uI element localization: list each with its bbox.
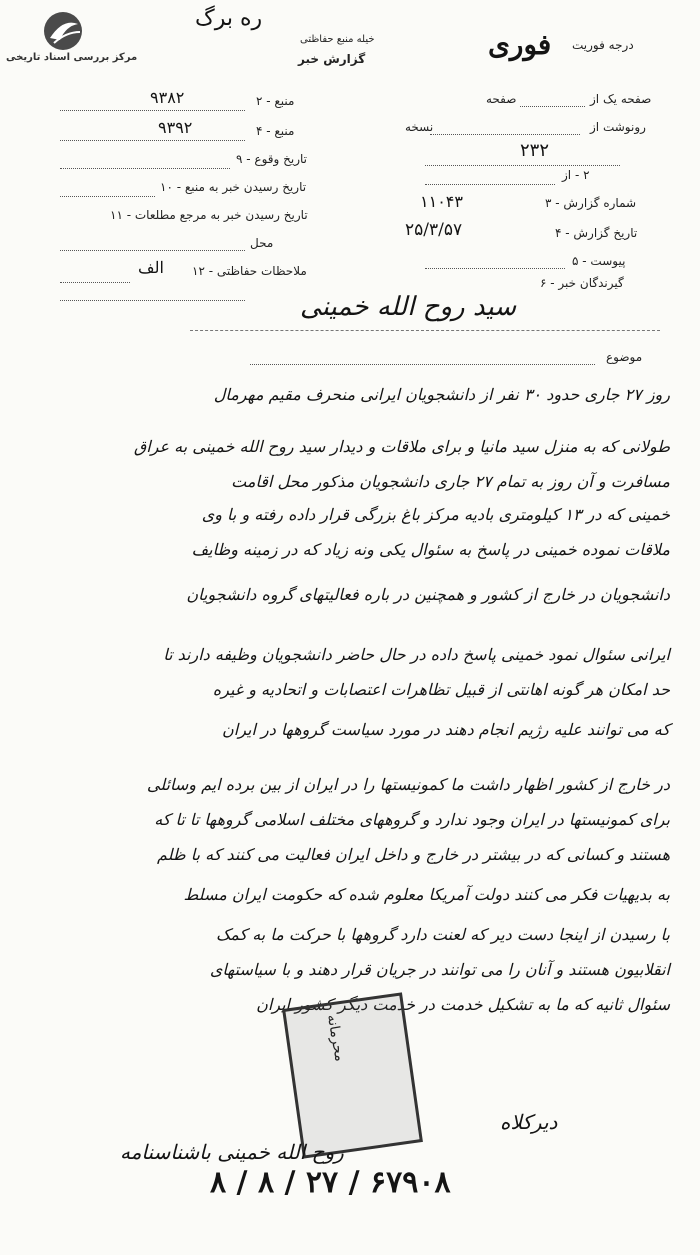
- body-line: در خارج از کشور اظهار داشت ما کمونیستها را در ایران از بین برده ایم وسائلی: [146, 775, 670, 794]
- header-divider: [190, 330, 660, 331]
- top-scrawl-left: ره برگ: [195, 6, 263, 31]
- report-no-label: ۳ - شماره گزارش: [545, 196, 637, 210]
- page-suffix: صفحه: [486, 92, 517, 106]
- body-line: ایرانی سئوال نمود خمینی پاسخ داده در حال حاضر دانشجویان وظیفه دارند تا: [163, 645, 670, 664]
- remarks-value: الف: [138, 258, 164, 277]
- body-line: به بدیهیات فکر می کنند دولت آمریکا معلوم شده که حکومت ایران مسلط: [183, 885, 670, 904]
- source-no-label: ۲ - منبع: [256, 94, 295, 108]
- attachment-label: ۵ - پیوست: [572, 254, 626, 268]
- report-no-value: ۱۱۰۴۳: [420, 192, 463, 211]
- body-line: مسافرت و آن روز به تمام ۲۷ جاری دانشجویان مذکور محل اقامت: [231, 472, 670, 491]
- body-line: خمینی که در ۱۳ کیلومتری بادیه مرکز باغ بزرگی قرار داده رفته و با وی: [201, 505, 670, 524]
- section-value: ۹۳۹۲: [158, 118, 193, 137]
- footer-number: ۸ / ۸ / ۲۷ / ۶۷۹۰۸: [210, 1165, 451, 1200]
- source-no-value: ۹۳۸۲: [150, 88, 185, 107]
- top-scrawl-right: فوری: [488, 28, 552, 61]
- report-date-label: ۴ - تاریخ گزارش: [555, 226, 638, 240]
- signature-main: روح الله خمینی باشناسنامه: [120, 1140, 344, 1164]
- body-line: حد امکان هر گونه اهانتی از قبیل تظاهرات اعتصابات و اتحادیه و غیره: [212, 680, 670, 699]
- report-date-value: ۲۵/۳/۵۷: [405, 220, 463, 240]
- office-label: خیله منبع حفاظتی: [300, 34, 375, 45]
- body-line: که می توانند علیه رژیم انجام دهند در مورد سیاست گروهها در ایران: [222, 720, 670, 739]
- body-line: هستند و کسانی که در بیشتر در خارج و داخل ایران فعالیت می کنند که با ظلم: [156, 845, 670, 864]
- body-line: ملاقات نموده خمینی در پاسخ به سئوال یکی ونه زیاد که در زمینه وظایف: [191, 540, 670, 559]
- copy-label: رونوشت از: [590, 120, 646, 134]
- archive-logo-icon: [42, 10, 84, 52]
- date-receipt-org-label: ۱۱ - تاریخ رسیدن خبر به مرجع مطلعات: [110, 208, 308, 222]
- remarks-label: ۱۲ - ملاحظات حفاظتی: [192, 264, 307, 278]
- logo-text: مرکز بررسی اسناد تاریخی: [6, 52, 138, 63]
- body-line: روز ۲۷ جاری حدود ۳۰ نفر از دانشجویان ایرانی منحرف مقیم مهرمال: [213, 385, 670, 404]
- date-receipt-label: ۱۰ - تاریخ رسیدن خبر به منبع: [160, 180, 307, 194]
- copy-suffix: نسخه: [405, 120, 434, 134]
- body-line: با رسیدن از اینجا دست دیر که لعنت دارد گروهها با حرکت ما به کمک: [215, 925, 670, 944]
- urgency-label: درجه فوریت: [572, 38, 634, 52]
- section-label: ۴ - منبع: [256, 124, 295, 138]
- page-label: صفحه یک از: [590, 92, 652, 106]
- date-event-label: ۹ - تاریخ وقوع: [236, 152, 307, 166]
- body-line: طولانی که به منزل سید مانیا و برای ملاقات و دیدار سید روح الله خمینی به عراق: [133, 437, 670, 456]
- body-line: دانشجویان در خارج از کشور و همچنین در باره فعالیتهای گروه دانشجویان: [186, 585, 670, 604]
- number-handwritten: ۲۳۲: [520, 140, 550, 161]
- field-2-label: ٢ - از: [562, 168, 590, 182]
- stamp-text: محرمانه: [323, 1013, 348, 1063]
- body-line: انقلابیون هستند و آنان را می توانند در جریان قرار دهند و با سیاستهای: [209, 960, 670, 979]
- signature-right: دیرکلاه: [500, 1110, 558, 1134]
- security-stamp: [282, 992, 423, 1158]
- body-line: برای کمونیستها در ایران وجود ندارد و گروههای مختلف اسلامی گروهها تا تا که: [154, 810, 670, 829]
- subject-handwritten: سید روح الله خمینی: [300, 292, 517, 322]
- report-title: گزارش خبر: [298, 52, 366, 66]
- body-line: سئوال ثانیه که ما به تشکیل خدمت در خدمت دیگر کشور ایران: [256, 995, 670, 1014]
- topic-label: موضوع: [606, 350, 643, 364]
- subject-label: ۶ - گیرندگان خبر: [540, 276, 624, 290]
- place-label: محل: [250, 236, 274, 250]
